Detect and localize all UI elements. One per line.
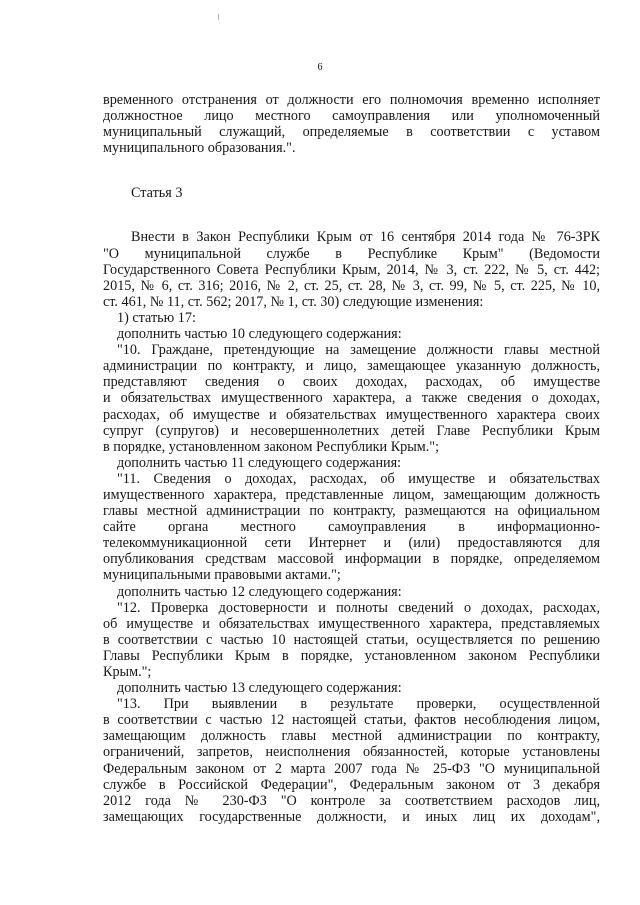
text-line: в соответствии с частью 10 настоящей статьи, осуществляется по решению (103, 631, 600, 648)
text-line: в соответствии с частью 12 настоящей статьи, фактов несоблюдения лицом, (103, 712, 600, 729)
text-line: службе в Российской Федерации", Федеральным законом от 3 декабря (103, 776, 600, 793)
text-line: и обязательствах имущественного характера, а также сведения о доходах, (103, 390, 600, 407)
text-line: "10. Граждане, претендующие на замещение должности главы местной (117, 342, 600, 359)
text-line: телекоммуникационной сети Интернет и (или) предоставляются для (103, 535, 600, 552)
text-line: временного отстранения от должности его полномочия временно исполняет (103, 92, 600, 108)
text-line: дополнить частью 13 следующего содержания: (117, 680, 402, 697)
text-line: дополнить частью 10 следующего содержания: (117, 326, 402, 343)
text-line: супруг (супругов) и несовершеннолетних детей Главе Республики Крым (103, 422, 600, 439)
text-line: Государственного Совета Республики Крым, 2014, № 3, ст. 222, № 5, ст. 442; (103, 261, 600, 278)
text-line: Федеральным законом от 2 марта 2007 года № 25-ФЗ "О муниципальной (103, 760, 600, 777)
document-body (103, 92, 600, 825)
text-line: замещающим должность главы местной администрации по контракту, (103, 728, 600, 745)
article-heading: Статья 3 (131, 185, 183, 202)
text-line: опубликования средствам массовой информации в порядке, определяемом (103, 551, 600, 568)
text-line: "12. Проверка достоверности и полноты сведений о доходах, расходах, (117, 599, 600, 616)
text-line: имущественного характера, представленные лицом, замещающим должность (103, 486, 600, 503)
text-line: ограничений, запретов, неисполнения обязанностей, которые установлены (103, 744, 600, 761)
text-line: муниципальными правовыми актами."; (103, 567, 341, 584)
scan-mark (218, 14, 219, 20)
text-line: 1) статью 17: (117, 309, 196, 326)
text-line: об имуществе и обязательствах имущественного характера, представляемых (103, 615, 600, 632)
text-line: Крым."; (103, 664, 152, 680)
text-line: дополнить частью 12 следующего содержания: (117, 583, 402, 600)
text-line: 2015, № 6, ст. 316; 2016, № 2, ст. 25, ст. 28, № 3, ст. 99, № 5, ст. 225, № 10, (103, 277, 600, 294)
text-line: ст. 461, № 11, ст. 562; 2017, № 1, ст. 30) следующие изменения: (103, 293, 484, 310)
text-line: расходах, об имуществе и обязательствах имущественного характера своих (103, 406, 600, 423)
text-line: 2012 года № 230-ФЗ "О контроле за соответствием расходов лиц, (103, 792, 600, 809)
text-line: "11. Сведения о доходах, расходах, об имуществе и обязательствах (117, 470, 600, 487)
text-line: муниципального образования.". (103, 140, 296, 157)
text-line: представляют сведения о своих доходах, расходах, об имуществе (103, 374, 600, 391)
text-line: дополнить частью 11 следующего содержания: (117, 454, 402, 471)
text-line: сайте органа местного самоуправления в информационно- (103, 519, 600, 536)
text-line: главы местной администрации по контракту, размещаются на официальном (103, 503, 600, 520)
text-line: муниципальный служащий, определяемые в соответствии с уставом (103, 124, 600, 141)
text-line: Внести в Закон Республики Крым от 16 сентября 2014 года № 76-ЗРК (131, 229, 600, 246)
text-line: Главы Республики Крым в порядке, установленном законом Республики (103, 647, 600, 664)
text-line: "О муниципальной службе в Республике Крым" (Ведомости (103, 245, 600, 262)
page-number: 6 (317, 62, 323, 73)
text-line: "13. При выявлении в результате проверки, осуществленной (117, 696, 600, 713)
text-line: в порядке, установленном законом Республики Крым."; (103, 438, 440, 455)
text-line: должностное лицо местного самоуправления или уполномоченный (103, 108, 600, 125)
text-line: замещающих государственные должности, и иных лиц их доходам", (103, 808, 600, 825)
text-line: администрации по контракту, и лицо, замещающее указанную должность, (103, 358, 600, 375)
